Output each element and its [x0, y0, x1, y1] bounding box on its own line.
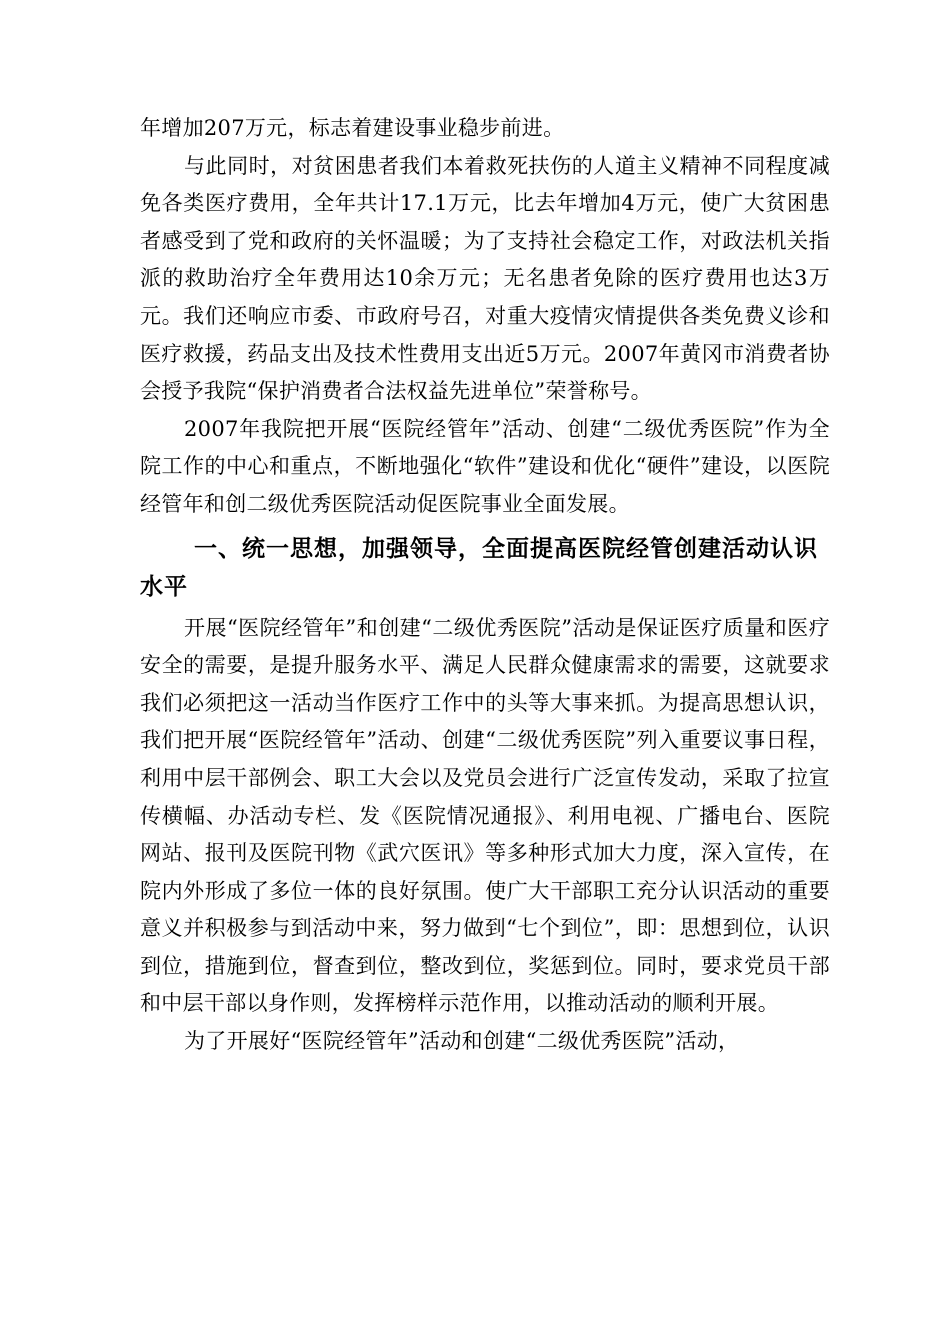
document-body [140, 110, 830, 1061]
paragraph-2007-focus: 2007年我院把开展“医院经管年”活动、创建“二级优秀医院”作为全院工作的中心和重点，不断地强化“软件”建设和优化“硬件”建设，以医院经管年和创二级优秀医院活动促医院事业全面发展。 [140, 416, 830, 516]
paragraph-activity-start: 为了开展好“医院经管年”活动和创建“二级优秀医院”活动， [184, 1029, 740, 1054]
paragraph-continuation: 年增加207万元，标志着建设事业稳步前进。 [140, 116, 565, 140]
paragraph-poverty-relief: 与此同时，对贫困患者我们本着救死扶伤的人道主义精神不同程度减免各类医疗费用，全年共计17.1万元，比去年增加4万元，使广大贫困患者感受到了党和政府的关怀温暖；为了支持社会稳定工作，对政法机关指派的救助治疗全年费用达10余万元；无名患者免除的医疗费用也达3万元。我们还响应市委、市政府号召，对重大疫情灾情提供各类免费义诊和医疗救援，药品支出及技术性费用支出近5万元。2007年黄冈市消费者协会授予我院“保护消费者合法权益先进单位”荣誉称号。 [140, 153, 830, 404]
section-heading-1: 一、统一思想，加强领导，全面提高医院经管创建活动认识水平 [140, 535, 818, 600]
paragraph-awareness: 开展“医院经管年”和创建“二级优秀医院”活动是保证医疗质量和医疗安全的需要，是提升服务水平、满足人民群众健康需求的需要，这就要求我们必须把这一活动当作医疗工作中的头等大事来抓。为提高思想认识，我们把开展“医院经管年”活动、创建“二级优秀医院”列入重要议事日程，利用中层干部例会、职工大会以及党员会进行广泛宣传发动，采取了拉宣传横幅、办活动专栏、发《医院情况通报》、利用电视、广播电台、医院网站、报刊及医院刊物《武穴医讯》等多种形式加大力度，深入宣传，在院内外形成了多位一体的良好氛围。使广大干部职工充分认识活动的重要意义并积极参与到活动中来，努力做到“七个到位”，即：思想到位，认识到位，措施到位，督查到位，整改到位，奖惩到位。同时，要求党员干部和中层干部以身作则，发挥榜样示范作用，以推动活动的顺利开展。 [140, 615, 830, 1016]
